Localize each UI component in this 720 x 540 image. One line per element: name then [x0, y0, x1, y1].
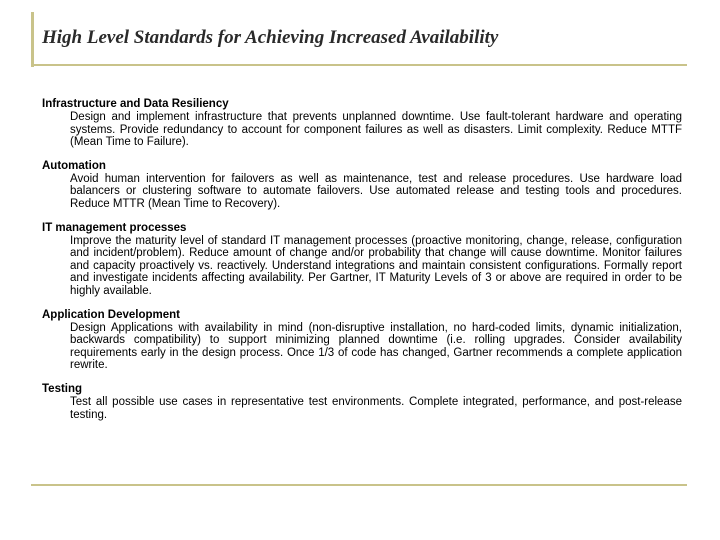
title-accent-bar-vertical	[31, 12, 34, 67]
section-heading: IT management processes	[42, 221, 187, 234]
section-body: Design Applications with availability in mind (non-disruptive installation, no hard-coded limits, dynamic initialization, backwards compatibility) to support minimizing planned downtime (i.e. rolling upgrades. Consider availability requirements early in the design process. Once 1/3 of code has changed, Gartner recommends a complete application rewrite.	[70, 321, 682, 372]
section-it-management	[42, 221, 682, 298]
footer-accent-bar	[31, 484, 687, 486]
section-body: Test all possible use cases in representative test environments. Complete integrated, performance, and post-release testing.	[70, 395, 682, 421]
section-heading: Infrastructure and Data Resiliency	[42, 98, 229, 110]
section-heading: Application Development	[42, 308, 181, 321]
section-infrastructure	[42, 97, 682, 149]
section-body: Design and implement infrastructure that prevents unplanned downtime. Use fault-tolerant hardware and operating systems. Provide redundancy to account for component failures as well as disasters. Limit complexity. Reduce MTTF (Mean Time to Failure).	[70, 111, 682, 149]
slide-title: High Level Standards for Achieving Increased Availability	[42, 27, 499, 48]
section-automation	[42, 159, 682, 211]
slide-content	[42, 97, 682, 431]
section-heading: Automation	[42, 159, 106, 172]
section-body: Improve the maturity level of standard IT management processes (proactive monitoring, change, release, configuration and incident/problem). Reduce amount of change and/or probability that change will cause downtime. Monitor failures and capacity proactively vs. reactively. Understand integrations and maintain consistent configurations. Formally report and investigate incidents affecting availability. Per Gartner, IT Maturity Levels of 3 or above are required in order to be highly available.	[70, 234, 682, 297]
section-application-development	[42, 308, 682, 372]
section-body: Avoid human intervention for failovers as well as maintenance, test and release procedures. Use hardware load balancers or clustering software to automate failovers. Use automated release and testing tools and procedures. Reduce MTTR (Mean Time to Recovery).	[70, 172, 682, 210]
title-accent-bar-horizontal	[31, 64, 687, 66]
section-testing	[42, 382, 682, 421]
section-heading: Testing	[42, 382, 83, 395]
